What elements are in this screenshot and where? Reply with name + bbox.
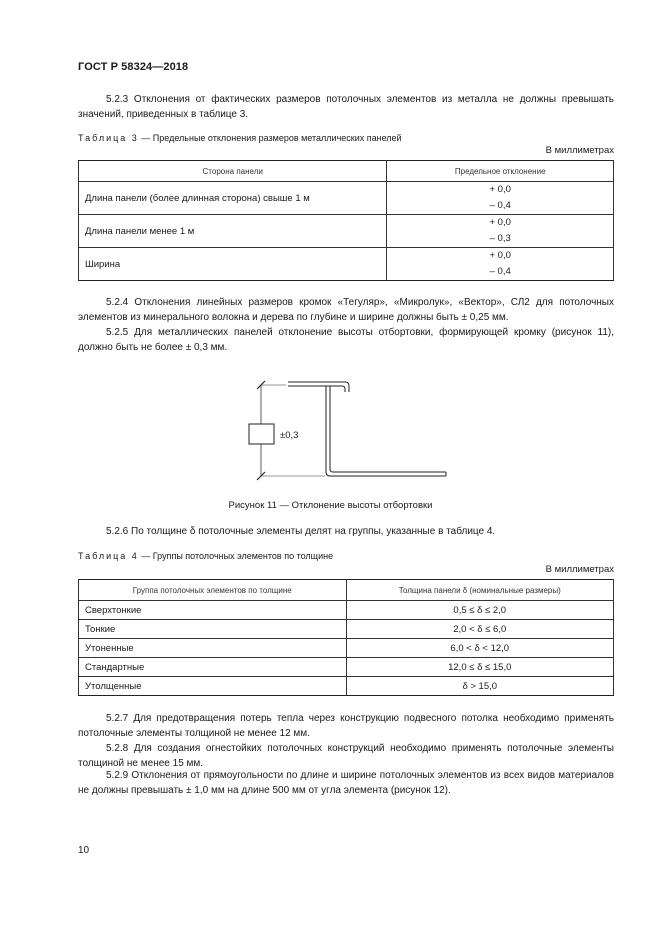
table-cell-group: Сверхтонкие: [79, 601, 347, 620]
column-header: Группа потолочных элементов по толщине: [79, 580, 347, 601]
paragraph-5-2-4: [78, 295, 614, 325]
panel-profile-inner: [330, 386, 446, 472]
table-cell-side: Длина панели (более длинная сторона) свыше 1 м: [79, 182, 387, 215]
table-row: [79, 620, 614, 639]
paragraph-5-2-6: [78, 524, 614, 539]
tolerance-box: [249, 424, 274, 444]
table3-caption-text: — Предельные отклонения размеров металлических панелей: [138, 133, 402, 143]
table-row: [79, 639, 614, 658]
tolerance-label: ±0,3: [280, 430, 299, 441]
table-cell-deviation: [387, 248, 614, 281]
paragraph-5-2-5: [78, 325, 614, 355]
panel-profile-inner-top: [288, 386, 345, 392]
deviation-minus: – 0,3: [489, 233, 511, 244]
table-cell-thickness: 2,0 < δ ≤ 6,0: [346, 620, 614, 639]
table-cell-group: Стандартные: [79, 658, 347, 677]
figure-11-caption: Рисунок 11 — Отклонение высоты отбортовки: [228, 500, 433, 511]
table-row: [79, 215, 614, 248]
paragraph-text: 5.2.5 Для металлических панелей отклонение высоты отбортовки, формирующей кромку (рисунок 11), должно быть не более ± 0,3 мм.: [78, 327, 614, 353]
paragraph-5-2-3: [78, 92, 614, 122]
table-cell-group: Утоненные: [79, 639, 347, 658]
table-4: [78, 579, 614, 696]
table-row: [79, 677, 614, 696]
paragraph-text: 5.2.8 Для создания огнестойких потолочных конструкций необходимо применять потолочные элементы толщиной не менее 15 мм.: [78, 743, 614, 769]
column-header: Предельное отклонение: [387, 161, 614, 182]
table-row: [79, 658, 614, 677]
paragraph-5-2-7: [78, 711, 614, 741]
paragraph-text: 5.2.7 Для предотвращения потерь тепла через конструкцию подвесного потолка необходимо применять потолочные элементы толщиной не менее 12 мм.: [78, 713, 614, 739]
paragraph-5-2-8: [78, 741, 614, 771]
table-cell-group: Утолщенные: [79, 677, 347, 696]
figure-11-flange-drawing: [230, 372, 470, 490]
table-cell-thickness: 6,0 < δ < 12,0: [346, 639, 614, 658]
table4-caption-text: — Группы потолочных элементов по толщине: [138, 551, 334, 561]
table-cell-group: Тонкие: [79, 620, 347, 639]
table3-caption-prefix: Таблица 3: [78, 133, 139, 143]
table-header-row: [79, 161, 614, 182]
document-header: ГОСТ Р 58324—2018: [78, 61, 189, 73]
table-cell-side: Длина панели менее 1 м: [79, 215, 387, 248]
table4-caption: [78, 551, 333, 561]
panel-profile-outer: [326, 386, 446, 476]
table4-caption-prefix: Таблица 4: [78, 551, 139, 561]
table4-units: В миллиметрах: [545, 564, 614, 575]
deviation-plus: + 0,0: [489, 250, 511, 261]
deviation-plus: + 0,0: [489, 217, 511, 228]
panel-profile-outer-top: [288, 382, 349, 392]
table-cell-side: Ширина: [79, 248, 387, 281]
paragraph-text: 5.2.9 Отклонения от прямоугольности по длине и ширине потолочных элементов из всех видов материалов не должны превышать ± 1,0 мм на длине 500 мм от угла элемента (рисунок 12).: [78, 770, 614, 796]
paragraph-text: 5.2.3 Отклонения от фактических размеров потолочных элементов из металла не должны превышать значений, приведенных в таблице 3.: [78, 94, 614, 120]
table-row: [79, 248, 614, 281]
table-cell-thickness: 0,5 ≤ δ ≤ 2,0: [346, 601, 614, 620]
page-number: 10: [78, 845, 90, 856]
paragraph-text: 5.2.6 По толщине δ потолочные элементы делят на группы, указанные в таблице 4.: [106, 526, 496, 537]
table3-units: В миллиметрах: [545, 145, 614, 156]
table-cell-deviation: [387, 215, 614, 248]
table-cell-thickness: δ > 15,0: [346, 677, 614, 696]
paragraph-text: 5.2.4 Отклонения линейных размеров кромок «Тегуляр», «Микролук», «Вектор», СЛ2 для потолочных элементов из минерального волокна и дерева по глубине и ширине должны быть ± 0,25 мм.: [78, 297, 614, 323]
table-row: [79, 182, 614, 215]
paragraph-5-2-9: [78, 768, 614, 798]
table-cell-thickness: 12,0 ≤ δ ≤ 15,0: [346, 658, 614, 677]
table-row: [79, 601, 614, 620]
deviation-minus: – 0,4: [489, 266, 511, 277]
table-3: [78, 160, 614, 281]
column-header: Сторона панели: [79, 161, 387, 182]
table3-caption: [78, 133, 402, 143]
deviation-plus: + 0,0: [489, 184, 511, 195]
column-header: Толщина панели δ (номинальные размеры): [346, 580, 614, 601]
deviation-minus: – 0,4: [489, 200, 511, 211]
table-cell-deviation: [387, 182, 614, 215]
table-header-row: [79, 580, 614, 601]
